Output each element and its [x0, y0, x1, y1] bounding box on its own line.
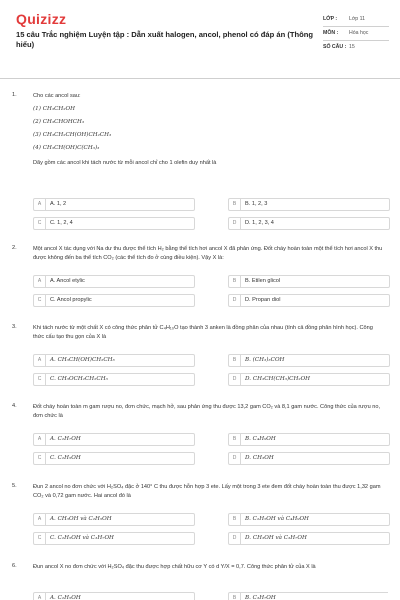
option-text: B. Etilen glicol	[245, 278, 281, 284]
option-letter: B	[229, 276, 241, 287]
option-text: D. CH₃OH và C₃H₇OH	[245, 535, 307, 541]
meta-count-label: SỐ CÂU :	[323, 44, 347, 50]
page-title: 15 câu Trắc nghiệm Luyện tập : Dẫn xuất halogen, ancol, phenol có đáp án (Thông hiểu)	[16, 30, 314, 49]
list-item: (1) CH₃CH₂OH	[33, 106, 75, 112]
answer-option-d[interactable]	[228, 217, 390, 230]
answer-option-b[interactable]	[228, 198, 390, 211]
question-number: 3.	[12, 324, 17, 330]
meta-panel	[323, 13, 389, 54]
option-text: B. 1, 2, 3	[245, 201, 268, 207]
answer-option-b[interactable]	[228, 275, 390, 288]
option-text: D. Propan diol	[245, 297, 281, 303]
meta-class-value: Lớp 11	[349, 16, 365, 22]
option-text: A. CH₃OH và C₂H₅OH	[50, 516, 112, 522]
question-2	[12, 245, 388, 311]
answer-option-b[interactable]	[228, 513, 390, 526]
meta-subject-value: Hóa học	[349, 30, 369, 36]
question-text: Đun 2 ancol no đơn chức với H₂SO₄ đặc ở 140° C thu được hỗn hợp 3 ete. Lấy một trong 3 ete đem đốt cháy hoàn toàn thu được 1,32 gam CO₂ và 0,72 gam nước. Hai ancol đó là	[33, 484, 381, 499]
answer-option-a[interactable]	[33, 198, 195, 211]
answer-option-b[interactable]	[228, 433, 390, 446]
meta-subject-row	[323, 27, 389, 41]
meta-count-row	[323, 41, 389, 54]
option-letter: A	[34, 434, 46, 445]
answer-option-a[interactable]	[33, 354, 195, 367]
answer-option-d[interactable]	[228, 294, 390, 307]
option-text: C. 1, 2, 4	[50, 220, 73, 226]
meta-class-label: LỚP :	[323, 16, 338, 22]
question-text	[33, 92, 385, 168]
worksheet-header	[0, 0, 400, 78]
question-number: 2.	[12, 245, 17, 251]
question-3	[12, 324, 388, 392]
quizizz-logo: Quizizz	[16, 11, 67, 27]
option-letter: A	[34, 355, 46, 366]
question-number: 6.	[12, 563, 17, 569]
question-number: 4.	[12, 403, 17, 409]
question-prompt: Dãy gồm các ancol khi tách nước từ mỗi ancol chỉ cho 1 olefin duy nhất là	[33, 160, 217, 166]
option-text: A. C₂H₇OH	[50, 436, 81, 442]
question-4	[12, 403, 388, 471]
answer-option-a[interactable]	[33, 433, 195, 446]
option-letter: A	[34, 593, 46, 600]
option-letter: A	[34, 514, 46, 525]
answer-option-a[interactable]	[33, 592, 195, 600]
option-text: C. CH₃OCH₂CH₂CH₃	[50, 376, 108, 382]
option-text: A. 1, 2	[50, 201, 67, 207]
question-number: 5.	[12, 483, 17, 489]
option-letter: D	[229, 533, 241, 544]
option-letter: B	[229, 355, 241, 366]
option-text: C. Ancol propylic	[50, 297, 92, 303]
option-text: D. CH₃OH	[245, 455, 274, 461]
option-letter: A	[34, 199, 46, 210]
option-letter: D	[229, 374, 241, 385]
question-text: Đun ancol X no đơn chức với H₂SO₄ đặc thu được hợp chất hữu cơ Y có d Y/X = 0,7. Công thức phân tử của X là	[33, 564, 316, 570]
question-1	[12, 92, 388, 234]
option-letter: B	[229, 199, 241, 210]
option-text: B. C₄H₉OH	[245, 436, 276, 442]
list-item: (3) CH₃CH₂CH(OH)CH₂CH₃	[33, 132, 112, 138]
option-letter: B	[229, 593, 241, 600]
option-text: B. (CH₃)₃COH	[245, 357, 285, 363]
answer-option-c[interactable]	[33, 373, 195, 386]
option-letter: C	[34, 533, 46, 544]
option-letter: B	[229, 514, 241, 525]
answer-option-d[interactable]	[228, 532, 390, 545]
answer-option-b[interactable]	[228, 354, 390, 367]
option-letter: C	[34, 453, 46, 464]
question-text: Khi tách nước từ một chất X có công thức phân tử C₄H₁₀O tạo thành 3 anken là đồng phân của nhau (tính cả đồng phân hình học). Công thức cấu tạo thu gọn của X là	[33, 325, 373, 340]
answer-option-c[interactable]	[33, 294, 195, 307]
question-5	[12, 483, 388, 551]
option-letter: C	[34, 295, 46, 306]
meta-count-value: 15	[349, 44, 355, 50]
option-letter: C	[34, 218, 46, 229]
answer-option-c[interactable]	[33, 452, 195, 465]
answer-option-c[interactable]	[33, 217, 195, 230]
option-text: A. Ancol etylic	[50, 278, 85, 284]
option-text: A. C₂H₅OH	[50, 595, 81, 600]
question-text: Đốt cháy hoàn toàn m gam rượu no, đơn chức, mạch hở, sau phản ứng thu được 13,2 gam CO₂ và 8,1 gam nước. Công thức của rượu no, đơn chức là	[33, 404, 381, 419]
answer-option-c[interactable]	[33, 532, 195, 545]
option-text: C. C₂H₅OH	[50, 455, 81, 461]
option-letter: D	[229, 295, 241, 306]
answer-option-a[interactable]	[33, 513, 195, 526]
option-letter: D	[229, 453, 241, 464]
option-text: B. C₂H₅OH và C₄H₉OH	[245, 516, 309, 522]
meta-subject-label: MÔN :	[323, 30, 339, 36]
option-letter: D	[229, 218, 241, 229]
question-6	[12, 563, 388, 600]
option-text: A. CH₃CH(OH)CH₂CH₃	[50, 357, 115, 363]
list-item: (4) CH₃CH(OH)C(CH₃)₃	[33, 145, 100, 151]
question-stem: Cho các ancol sau:	[33, 93, 81, 99]
header-divider	[0, 78, 400, 79]
meta-class-row	[323, 13, 389, 27]
question-text: Một ancol X tác dụng với Na dư thu được thể tích H₂ bằng thể tích hơi ancol X đã phản ứng. Đốt cháy hoàn toàn một thể tích hơi ancol X thu được không đến ba thể tích CO₂ (các thể tích đo ở cùng điều kiện). Vậy X là:	[33, 246, 383, 261]
answer-option-d[interactable]	[228, 452, 390, 465]
option-letter: A	[34, 276, 46, 287]
answer-option-d[interactable]	[228, 373, 390, 386]
option-text: D. CH₃CH(CH₃)CH₂OH	[245, 376, 311, 382]
question-number: 1.	[12, 92, 17, 98]
answer-option-a[interactable]	[33, 275, 195, 288]
option-letter: C	[34, 374, 46, 385]
option-text: B. C₃H₇OH	[245, 595, 276, 600]
option-letter: B	[229, 434, 241, 445]
list-item: (2) CH₃CHOHCH₃	[33, 119, 85, 125]
option-text: C. C₂H₅OH và C₃H₇OH	[50, 535, 114, 541]
answer-option-b[interactable]	[228, 592, 388, 600]
option-text: D. 1, 2, 3, 4	[245, 220, 274, 226]
